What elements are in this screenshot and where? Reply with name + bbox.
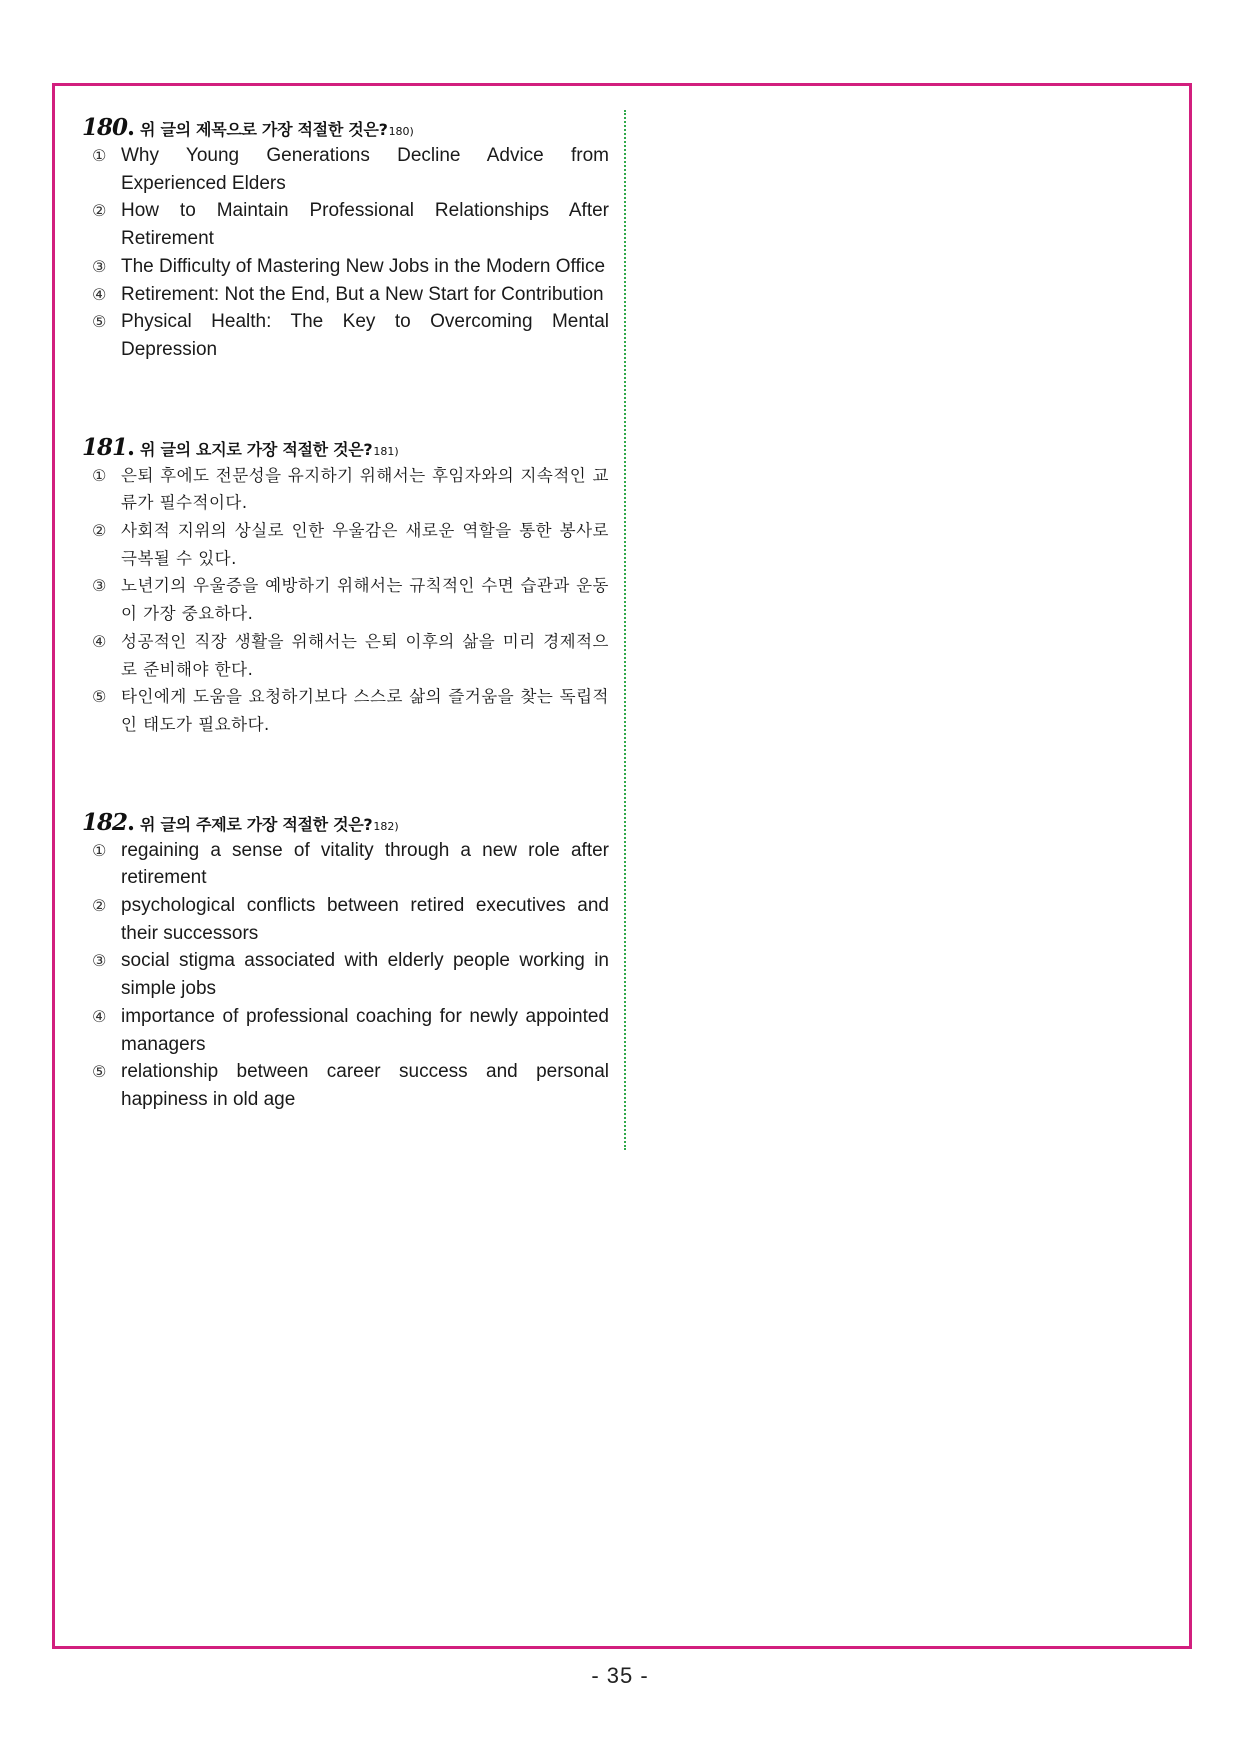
option-text: importance of professional coaching for newly appointed managers	[121, 1005, 609, 1055]
option-marker: ③	[92, 951, 107, 971]
option-marker: ①	[92, 840, 107, 860]
option-4[interactable]	[82, 281, 609, 309]
option-text: relationship between career success and personal happiness in old age	[121, 1061, 609, 1110]
question-header	[82, 809, 609, 837]
footnote-marker: 181)	[373, 444, 399, 458]
option-2[interactable]	[82, 517, 609, 572]
question-number-dot: .	[127, 433, 136, 461]
option-text: 타인에게 도움을 요청하기보다 스스로 삶의 즐거움을 찾는 독립적인 태도가 필요하다.	[121, 687, 609, 734]
option-5[interactable]	[82, 1058, 609, 1113]
question-number-dot: .	[127, 808, 136, 836]
footnote-marker: 182)	[373, 819, 399, 833]
option-text: Retirement: Not the End, But a New Start for Contribution	[121, 283, 604, 305]
option-marker: ⑤	[92, 687, 107, 707]
option-list	[82, 837, 609, 1114]
column-divider	[624, 110, 626, 1150]
option-marker: ④	[92, 631, 107, 651]
question-prompt: 위 글의 요지로 가장 적절한 것은?	[140, 439, 373, 459]
option-text: 성공적인 직장 생활을 위해서는 은퇴 이후의 삶을 미리 경제적으로 준비해야 한다.	[121, 631, 609, 679]
option-4[interactable]	[82, 628, 609, 683]
option-text: regaining a sense of vitality through a new role after retirement	[121, 839, 609, 889]
option-3[interactable]	[82, 947, 609, 1002]
option-1[interactable]	[82, 837, 609, 892]
option-marker: ④	[92, 1006, 107, 1026]
option-text: Why Young Generations Decline Advice from Experienced Elders	[121, 145, 609, 194]
footnote-marker: 180)	[388, 125, 414, 138]
question-header	[82, 114, 609, 142]
option-text: The Difficulty of Mastering New Jobs in the Modern Office	[121, 255, 606, 277]
question-number: 180	[82, 114, 128, 141]
option-marker: ②	[92, 201, 107, 221]
question-181	[82, 434, 609, 739]
option-marker: ③	[92, 256, 107, 276]
question-prompt: 위 글의 제목으로 가장 적절한 것은?	[140, 120, 388, 139]
question-number-dot: .	[127, 114, 136, 141]
option-text: 노년기의 우울증을 예방하기 위해서는 규칙적인 수면 습관과 운동이 가장 중요하다.	[121, 576, 609, 624]
option-4[interactable]	[82, 1003, 609, 1058]
option-1[interactable]	[82, 462, 609, 517]
question-180	[82, 114, 609, 364]
option-text: Physical Health: The Key to Overcoming Mental Depression	[121, 311, 609, 360]
option-text: How to Maintain Professional Relationships After Retirement	[121, 200, 609, 250]
option-list	[82, 142, 609, 364]
option-5[interactable]	[82, 308, 609, 363]
question-number: 182	[82, 808, 128, 836]
option-marker: ②	[92, 896, 107, 916]
option-1[interactable]	[82, 142, 609, 197]
question-prompt: 위 글의 주제로 가장 적절한 것은?	[140, 814, 373, 834]
left-column	[82, 110, 609, 1114]
option-marker: ②	[92, 521, 107, 541]
option-text: social stigma associated with elderly people working in simple jobs	[121, 950, 609, 1000]
option-text: 사회적 지위의 상실로 인한 우울감은 새로운 역할을 통한 봉사로 극복될 수 있다.	[121, 521, 609, 568]
option-text: 은퇴 후에도 전문성을 유지하기 위해서는 후임자와의 지속적인 교류가 필수적이다.	[121, 465, 609, 513]
option-marker: ⑤	[92, 312, 107, 332]
question-number: 181	[82, 433, 128, 461]
option-2[interactable]	[82, 197, 609, 252]
option-3[interactable]	[82, 253, 609, 281]
option-3[interactable]	[82, 572, 609, 627]
option-marker: ③	[92, 576, 107, 596]
option-marker: ①	[92, 146, 107, 165]
option-marker: ①	[92, 465, 107, 485]
question-182	[82, 809, 609, 1114]
question-header	[82, 434, 609, 462]
option-5[interactable]	[82, 683, 609, 738]
option-text: psychological conflicts between retired executives and their successors	[121, 895, 609, 944]
page-number: - 35 -	[591, 1663, 649, 1688]
option-marker: ⑤	[92, 1062, 107, 1082]
option-2[interactable]	[82, 892, 609, 947]
option-list	[82, 462, 609, 739]
option-marker: ④	[92, 284, 107, 304]
